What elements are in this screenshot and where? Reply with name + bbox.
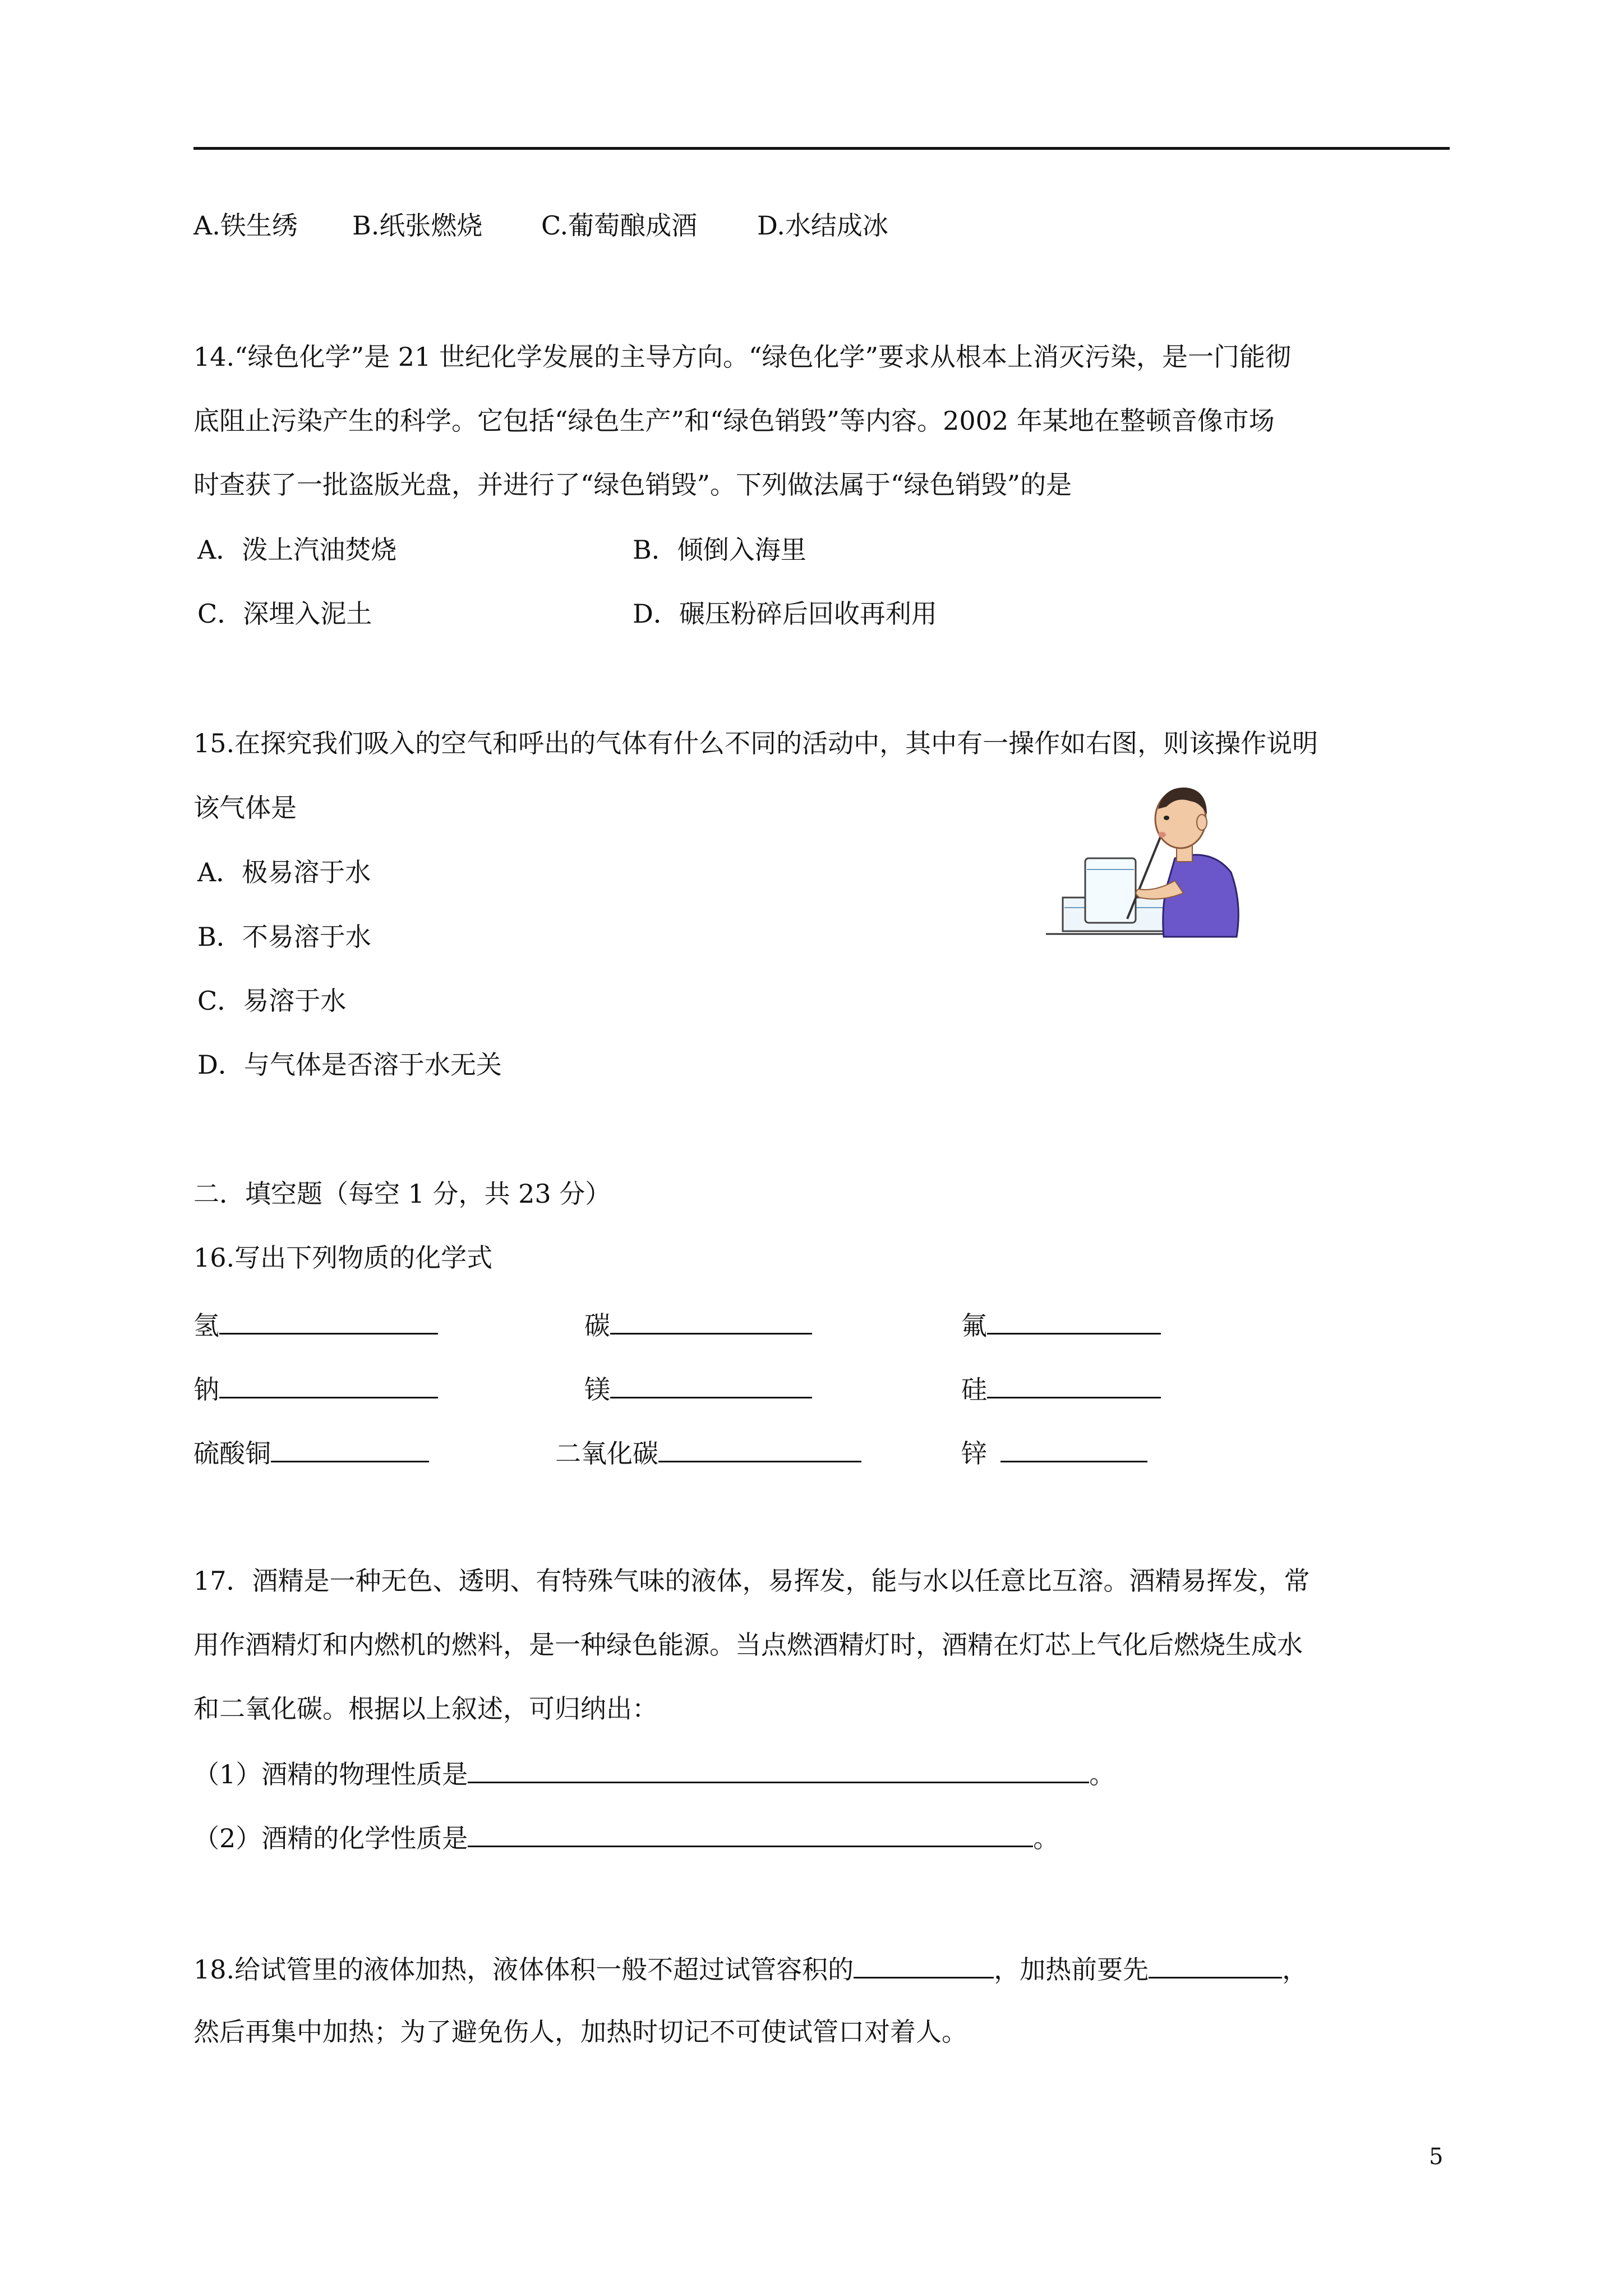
q16-item-zinc: 锌 xyxy=(961,1435,1147,1470)
q17-sub-2: （2）酒精的化学性质是 。 xyxy=(193,1820,1059,1855)
q16-item-fluorine: 氟 xyxy=(961,1307,1161,1342)
q14-option-b: B．倾倒入海里 xyxy=(633,535,806,565)
q14-option-c: C．深埋入泥土 xyxy=(197,599,372,629)
q16-item-magnesium: 镁 xyxy=(584,1371,812,1406)
q15-line-2: 该气体是 xyxy=(193,793,297,823)
answer-blank[interactable] xyxy=(468,1820,1033,1847)
answer-blank[interactable] xyxy=(610,1371,812,1398)
q14-line-3: 时查获了一批盗版光盘，并进行了“绿色销毁”。下列做法属于“绿色销毁”的是 xyxy=(193,470,1072,500)
prev-option-d: D.水结成冰 xyxy=(757,210,888,241)
answer-blank[interactable] xyxy=(987,1307,1161,1335)
page-number: 5 xyxy=(1429,2144,1444,2170)
answer-blank[interactable] xyxy=(468,1756,1089,1783)
prev-option-b: B.纸张燃烧 xyxy=(352,210,483,241)
q17-line-3: 和二氧化碳。根据以上叙述，可归纳出： xyxy=(193,1694,658,1724)
prev-option-c: C.葡萄酿成酒 xyxy=(541,210,698,241)
q14-option-d: D．碾压粉碎后回收再利用 xyxy=(633,599,937,629)
answer-blank[interactable] xyxy=(987,1371,1161,1398)
q16-prompt: 16.写出下列物质的化学式 xyxy=(193,1243,493,1273)
q17-line-1: 17．酒精是一种无色、透明、有特殊气味的液体，易挥发，能与水以任意比互溶。酒精易挥发，常 xyxy=(193,1566,1310,1596)
q16-item-copper-sulfate: 硫酸铜 xyxy=(193,1435,429,1470)
q16-item-sodium: 钠 xyxy=(193,1371,438,1406)
q17-sub-1: （1）酒精的物理性质是 。 xyxy=(193,1756,1115,1791)
header-rule xyxy=(193,147,1450,150)
q18-line-2: 然后再集中加热；为了避免伤人，加热时切记不可使试管口对着人。 xyxy=(193,2017,967,2047)
q16-item-carbon-dioxide: 二氧化碳 xyxy=(555,1435,861,1470)
q17-line-2: 用作酒精灯和内燃机的燃料，是一种绿色能源。当点燃酒精灯时，酒精在灯芯上气化后燃烧生成水 xyxy=(193,1630,1303,1660)
q15-option-b: B．不易溶于水 xyxy=(197,922,371,952)
prev-option-a: A.铁生绣 xyxy=(193,210,298,241)
answer-blank[interactable] xyxy=(1149,1951,1282,1978)
person-blowing-straw-illustration xyxy=(1043,774,1245,948)
q15-line-1: 15.在探究我们吸入的空气和呼出的气体有什么不同的活动中，其中有一操作如右图，则该操作说明 xyxy=(193,728,1318,758)
answer-blank[interactable] xyxy=(854,1951,994,1978)
q14-line-2: 底阻止污染产生的科学。它包括“绿色生产”和“绿色销毁”等内容。2002 年某地在整顿音像市场 xyxy=(193,406,1275,436)
q14-option-a: A．泼上汽油焚烧 xyxy=(197,535,397,565)
q15-option-c: C．易溶于水 xyxy=(197,986,347,1016)
q15-option-d: D．与气体是否溶于水无关 xyxy=(197,1050,502,1080)
answer-blank[interactable] xyxy=(658,1435,861,1462)
q16-item-carbon: 碳 xyxy=(584,1307,812,1342)
answer-blank[interactable] xyxy=(1000,1435,1147,1462)
q14-line-1: 14.“绿色化学”是 21 世纪化学发展的主导方向。“绿色化学”要求从根本上消灭污染，是一门能彻 xyxy=(193,342,1291,372)
q15-option-a: A．极易溶于水 xyxy=(197,857,371,887)
answer-blank[interactable] xyxy=(219,1371,438,1398)
q18-line-1: 18.给试管里的液体加热，液体体积一般不超过试管容积的 ，加热前要先 ， xyxy=(193,1951,1308,1986)
q16-item-silicon: 硅 xyxy=(961,1371,1161,1406)
answer-blank[interactable] xyxy=(219,1307,438,1335)
q16-item-hydrogen: 氢 xyxy=(193,1307,438,1342)
answer-blank[interactable] xyxy=(610,1307,812,1335)
section-2-heading: 二．填空题（每空 1 分，共 23 分） xyxy=(193,1179,611,1209)
answer-blank[interactable] xyxy=(271,1435,429,1462)
